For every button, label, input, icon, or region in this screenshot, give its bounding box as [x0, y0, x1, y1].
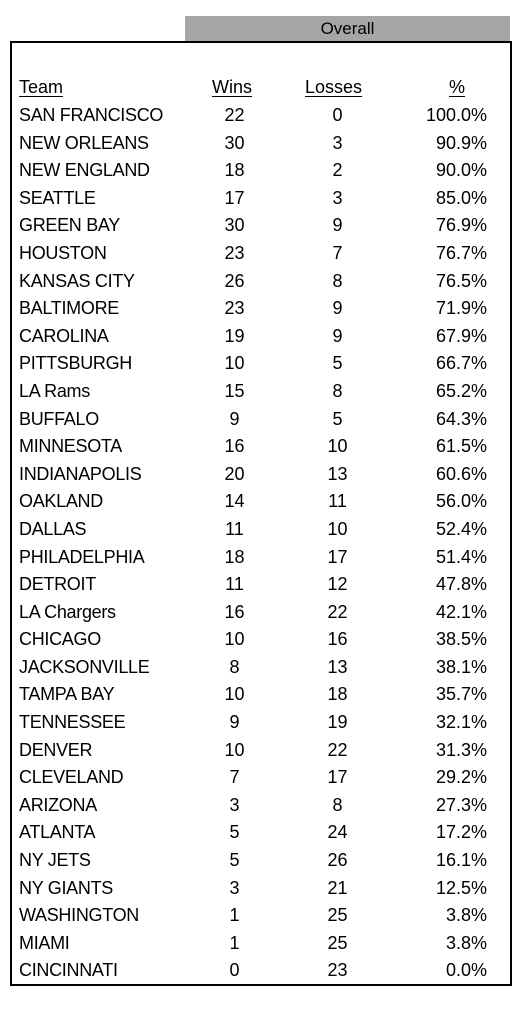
losses-cell: 11: [328, 491, 347, 512]
team-cell: LA Rams: [19, 380, 90, 401]
losses-cell: 3: [332, 187, 343, 208]
wins-cell: 1: [229, 905, 240, 926]
percent-cell: 31.3%: [435, 739, 487, 760]
team-cell: CLEVELAND: [19, 767, 124, 788]
team-cell: NY JETS: [19, 850, 91, 871]
percent-cell: 3.8%: [445, 905, 487, 926]
losses-cell: 17: [327, 767, 348, 788]
team-cell: DALLAS: [19, 518, 87, 539]
wins-cell: 18: [224, 546, 245, 567]
table-row: [12, 102, 510, 130]
table-row: [12, 185, 510, 213]
percent-cell: 52.4%: [435, 518, 487, 539]
table-row: [12, 709, 510, 737]
team-cell: WASHINGTON: [19, 905, 140, 926]
wins-cell: 30: [224, 132, 245, 153]
percent-cell: 56.0%: [435, 491, 487, 512]
table-row: [12, 544, 510, 572]
losses-cell: 22: [327, 739, 348, 760]
team-cell: LA Chargers: [19, 601, 116, 622]
standings-table: [10, 41, 512, 986]
team-cell: GREEN BAY: [19, 215, 120, 236]
wins-cell: 10: [224, 353, 245, 374]
percent-cell: 27.3%: [435, 794, 487, 815]
losses-cell: 8: [332, 794, 343, 815]
losses-cell: 8: [332, 270, 343, 291]
losses-cell: 8: [332, 380, 343, 401]
table-row: [12, 626, 510, 654]
percent-cell: 35.7%: [435, 684, 487, 705]
percent-cell: 47.8%: [435, 574, 487, 595]
team-cell: OAKLAND: [19, 491, 103, 512]
losses-cell: 9: [332, 215, 343, 236]
percent-cell: 71.9%: [435, 298, 487, 319]
losses-cell: 18: [327, 684, 348, 705]
percent-cell: 76.5%: [435, 270, 487, 291]
team-cell: TAMPA BAY: [19, 684, 115, 705]
percent-cell: 12.5%: [435, 877, 487, 898]
losses-cell: 7: [332, 242, 343, 263]
table-row: [12, 681, 510, 709]
losses-cell: 2: [332, 160, 343, 181]
wins-cell: 26: [224, 270, 245, 291]
table-row: [12, 461, 510, 489]
losses-cell: 21: [327, 877, 348, 898]
percent-cell: 85.0%: [435, 187, 487, 208]
wins-cell: 10: [224, 684, 245, 705]
losses-cell: 10: [327, 518, 348, 539]
table-row: [12, 350, 510, 378]
wins-cell: 0: [229, 960, 240, 981]
team-cell: SAN FRANCISCO: [19, 105, 164, 125]
team-cell: PITTSBURGH: [19, 353, 133, 374]
team-cell: CAROLINA: [19, 325, 109, 346]
column-header-wins: Wins: [212, 77, 252, 97]
wins-cell: 10: [224, 629, 245, 650]
percent-cell: 61.5%: [435, 436, 487, 457]
losses-cell: 13: [327, 463, 348, 484]
wins-cell: 18: [224, 160, 245, 181]
team-cell: HOUSTON: [19, 242, 107, 263]
table-row: [12, 599, 510, 627]
table-row: [12, 378, 510, 406]
percent-cell: 38.1%: [435, 656, 487, 677]
losses-cell: 25: [327, 905, 348, 926]
losses-cell: 9: [332, 298, 343, 319]
table-row: [12, 433, 510, 461]
losses-cell: 19: [327, 712, 348, 733]
team-cell: DETROIT: [19, 574, 96, 595]
team-cell: NY GIANTS: [19, 877, 113, 898]
losses-cell: 5: [332, 353, 343, 374]
team-cell: PHILADELPHIA: [19, 546, 145, 567]
table-row: [12, 792, 510, 820]
losses-cell: 16: [327, 629, 348, 650]
column-header-losses: Losses: [305, 77, 363, 97]
table-row: [12, 240, 510, 268]
table-row: [12, 957, 510, 985]
table-body: [12, 102, 510, 985]
table-row: [12, 737, 510, 765]
percent-cell: 64.3%: [435, 408, 487, 429]
table-row: [12, 930, 510, 958]
losses-cell: 3: [332, 132, 343, 153]
percent-cell: 60.6%: [435, 463, 487, 484]
table-row: [12, 157, 510, 185]
percent-cell: 100.0%: [425, 105, 487, 125]
table-row: [12, 847, 510, 875]
losses-cell: 26: [327, 850, 348, 871]
wins-cell: 7: [229, 767, 240, 788]
wins-cell: 11: [225, 574, 244, 595]
percent-cell: 17.2%: [435, 822, 487, 843]
column-header-team: Team: [19, 77, 64, 97]
wins-cell: 20: [224, 463, 245, 484]
team-cell: JACKSONVILLE: [19, 656, 150, 677]
wins-cell: 9: [229, 408, 240, 429]
table-row: [12, 819, 510, 847]
wins-cell: 1: [229, 932, 240, 953]
losses-cell: 25: [327, 932, 348, 953]
wins-cell: 14: [224, 491, 245, 512]
team-cell: MINNESOTA: [19, 436, 122, 457]
wins-cell: 15: [224, 380, 245, 401]
team-cell: BALTIMORE: [19, 298, 119, 319]
losses-cell: 22: [327, 601, 348, 622]
percent-cell: 42.1%: [435, 601, 487, 622]
table-row: [12, 516, 510, 544]
team-cell: NEW ORLEANS: [19, 132, 149, 153]
percent-cell: 90.0%: [435, 160, 487, 181]
wins-cell: 23: [224, 242, 245, 263]
team-cell: NEW ENGLAND: [19, 160, 150, 181]
column-header-percent: %: [449, 77, 466, 97]
wins-cell: 11: [225, 518, 244, 539]
percent-cell: 38.5%: [435, 629, 487, 650]
team-cell: ARIZONA: [19, 794, 97, 815]
percent-cell: 76.9%: [435, 215, 487, 236]
table-row: [12, 406, 510, 434]
losses-cell: 13: [327, 656, 348, 677]
percent-cell: 32.1%: [435, 712, 487, 733]
wins-cell: 17: [224, 187, 245, 208]
table-row: [12, 268, 510, 296]
losses-cell: 24: [327, 822, 348, 843]
percent-cell: 65.2%: [435, 380, 487, 401]
overall-header: [185, 16, 510, 42]
team-cell: MIAMI: [19, 932, 70, 953]
percent-cell: 0.0%: [445, 960, 487, 981]
percent-cell: 66.7%: [435, 353, 487, 374]
team-cell: KANSAS CITY: [19, 270, 135, 291]
losses-cell: 10: [327, 436, 348, 457]
wins-cell: 5: [229, 822, 240, 843]
wins-cell: 16: [224, 436, 245, 457]
table-row: [12, 323, 510, 351]
team-cell: CINCINNATI: [19, 960, 118, 981]
table-row: [12, 764, 510, 792]
percent-cell: 67.9%: [435, 325, 487, 346]
wins-cell: 3: [229, 877, 240, 898]
table-row: [12, 295, 510, 323]
team-cell: DENVER: [19, 739, 93, 760]
wins-cell: 9: [229, 712, 240, 733]
table-row: [12, 212, 510, 240]
losses-cell: 23: [327, 960, 348, 981]
overall-header-label: Overall: [320, 19, 375, 38]
losses-cell: 17: [327, 546, 348, 567]
wins-cell: 5: [229, 850, 240, 871]
losses-cell: 5: [332, 408, 343, 429]
team-cell: BUFFALO: [19, 408, 99, 429]
percent-cell: 90.9%: [435, 132, 487, 153]
percent-cell: 51.4%: [435, 546, 487, 567]
table-row: [12, 488, 510, 516]
team-cell: ATLANTA: [19, 822, 96, 843]
percent-cell: 29.2%: [435, 767, 487, 788]
team-cell: TENNESSEE: [19, 712, 126, 733]
wins-cell: 3: [229, 794, 240, 815]
wins-cell: 23: [224, 298, 245, 319]
wins-cell: 22: [224, 105, 245, 125]
team-cell: SEATTLE: [19, 187, 96, 208]
table-row: [12, 571, 510, 599]
team-cell: CHICAGO: [19, 629, 101, 650]
table-row: [12, 902, 510, 930]
wins-cell: 19: [224, 325, 245, 346]
losses-cell: 0: [332, 105, 343, 125]
percent-cell: 16.1%: [435, 850, 487, 871]
losses-cell: 12: [327, 574, 348, 595]
losses-cell: 9: [332, 325, 343, 346]
percent-cell: 76.7%: [435, 242, 487, 263]
table-row: [12, 875, 510, 903]
column-headers: [12, 77, 510, 101]
team-cell: INDIANAPOLIS: [19, 463, 142, 484]
wins-cell: 30: [224, 215, 245, 236]
table-row: [12, 654, 510, 682]
wins-cell: 10: [224, 739, 245, 760]
table-row: [12, 130, 510, 158]
wins-cell: 16: [224, 601, 245, 622]
wins-cell: 8: [229, 656, 240, 677]
percent-cell: 3.8%: [445, 932, 487, 953]
